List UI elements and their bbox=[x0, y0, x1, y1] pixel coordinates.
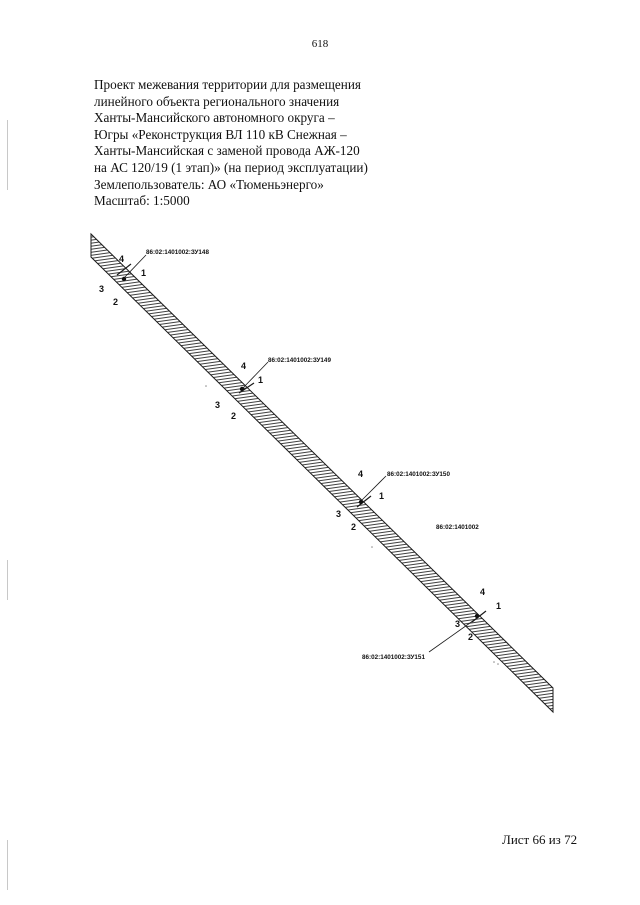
cadastral-label-zu148: 86:02:1401002:ЗУ148 bbox=[146, 249, 209, 256]
header-line: Проект межевания территории для размещения bbox=[94, 77, 361, 92]
boundary-point bbox=[122, 277, 126, 281]
point-label-2: 2 bbox=[468, 632, 474, 642]
map-scale: Масштаб: 1:5000 bbox=[94, 193, 190, 209]
point-label-4: 4 bbox=[119, 254, 125, 264]
header-line: на АС 120/19 (1 этап)» (на период эксплуатации) bbox=[94, 159, 368, 175]
land-user: Землепользователь: АО «Тюменьэнерго» bbox=[94, 176, 324, 192]
survey-dot bbox=[497, 663, 499, 665]
boundary-point bbox=[240, 387, 244, 391]
page-number: 618 bbox=[311, 38, 329, 50]
point-label-1: 1 bbox=[496, 601, 502, 611]
header-line: Югры «Реконструкция ВЛ 110 кВ Снежная – bbox=[94, 126, 347, 142]
point-label-1: 1 bbox=[141, 268, 147, 278]
cadastral-label-zu149: 86:02:1401002:ЗУ149 bbox=[268, 357, 331, 364]
cadastral-label-zu150: 86:02:1401002:ЗУ150 bbox=[387, 471, 450, 478]
survey-dot bbox=[205, 385, 207, 387]
point-label-3: 3 bbox=[336, 509, 342, 519]
cadastral-label-zu151: 86:02:1401002:ЗУ151 bbox=[362, 654, 425, 661]
cadastral-quarter-label: 86:02:1401002 bbox=[436, 524, 479, 531]
point-label-2: 2 bbox=[231, 411, 237, 421]
sheet-number: Лист 66 из 72 bbox=[502, 832, 578, 847]
point-label-3: 3 bbox=[455, 619, 461, 629]
header-line: линейного объекта регионального значения bbox=[94, 93, 340, 109]
header-line: Ханты-Мансийская с заменой провода АЖ-120 bbox=[94, 143, 360, 159]
scan-edge-mark bbox=[7, 560, 8, 600]
scan-edge-mark bbox=[7, 120, 8, 190]
survey-dot bbox=[493, 661, 495, 663]
point-label-1: 1 bbox=[258, 375, 264, 385]
point-label-2: 2 bbox=[351, 522, 357, 532]
boundary-point bbox=[475, 614, 479, 618]
point-label-4: 4 bbox=[241, 361, 247, 371]
scan-edge-mark bbox=[7, 840, 8, 890]
header-line: Ханты-Мансийского автономного округа – bbox=[94, 110, 335, 126]
survey-dot bbox=[371, 546, 373, 548]
point-label-4: 4 bbox=[358, 469, 364, 479]
point-label-2: 2 bbox=[113, 297, 119, 307]
point-label-4: 4 bbox=[480, 587, 486, 597]
boundary-point bbox=[359, 500, 363, 504]
point-label-3: 3 bbox=[99, 284, 105, 294]
point-label-1: 1 bbox=[379, 491, 385, 501]
point-label-3: 3 bbox=[215, 400, 221, 410]
right-of-way-strip bbox=[91, 234, 553, 712]
